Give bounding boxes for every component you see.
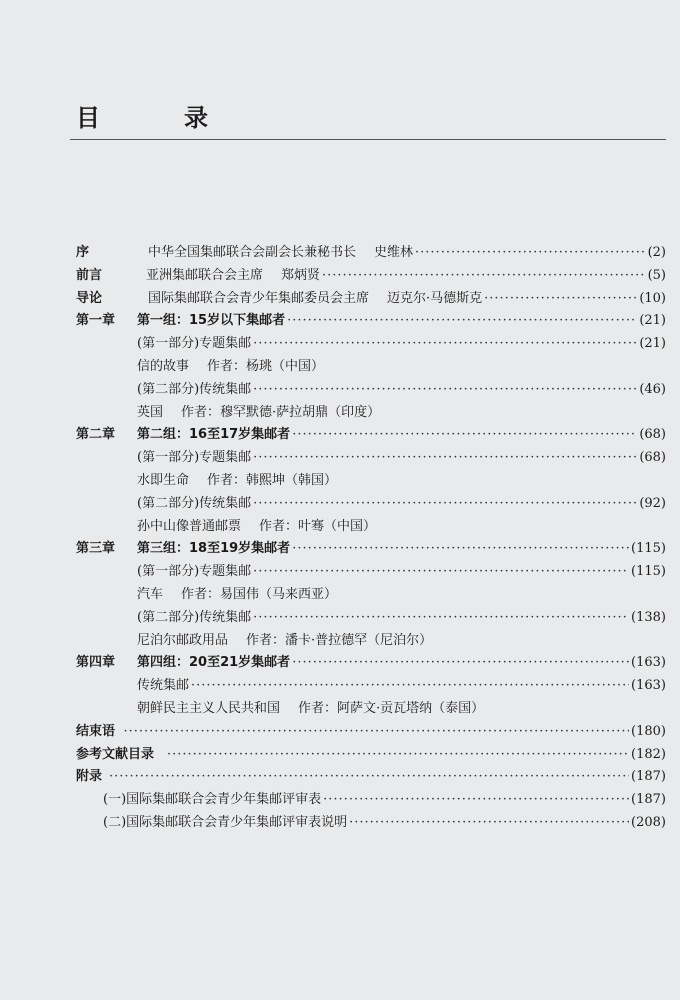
toc-entry-page: (21) xyxy=(639,313,666,328)
toc-entry xyxy=(0,698,680,720)
toc-entry-text: 尼泊尔邮政用品 xyxy=(137,633,229,648)
leader-dots xyxy=(253,493,637,515)
leader-dots xyxy=(253,447,637,469)
toc-entry-page: (92) xyxy=(639,496,666,511)
toc-entry xyxy=(0,675,680,697)
toc-entry-label: 序 xyxy=(76,245,90,260)
toc-entry-text: 孙中山像普通邮票 xyxy=(137,519,242,534)
toc-entry-text: (第一部分)专题集邮 xyxy=(137,564,252,579)
toc-entry-text: 第三组：18至19岁集邮者 xyxy=(137,541,291,556)
toc-entry-text: (二)国际集邮联合会青少年集邮评审表说明 xyxy=(103,815,348,830)
leader-dots xyxy=(253,379,637,401)
toc-entry-text: 郑炳贤 xyxy=(281,268,321,283)
toc-entry-page: (68) xyxy=(639,427,666,442)
toc-entry-label: 第四章 xyxy=(76,655,116,670)
leader-dots xyxy=(167,744,629,766)
leader-dots xyxy=(415,242,646,264)
toc-entry-text: 作者：阿萨文·贡瓦塔纳（泰国） xyxy=(298,701,485,716)
leader-dots xyxy=(322,265,646,287)
toc-entry-text: (第二部分)传统集邮 xyxy=(137,496,252,511)
toc-entry-text: 作者：穆罕默德·萨拉胡鼎（印度） xyxy=(181,405,381,420)
toc-entry xyxy=(0,493,680,515)
toc-entry-text: 第一组：15岁以下集邮者 xyxy=(137,313,286,328)
toc-entry-page: (182) xyxy=(631,747,666,762)
toc-entry xyxy=(0,424,680,446)
leader-dots xyxy=(323,789,629,811)
toc-entry-page: (187) xyxy=(631,792,666,807)
toc-entry xyxy=(0,242,680,264)
toc-entry-label: 第二章 xyxy=(76,427,116,442)
toc-entry-page: (138) xyxy=(631,610,666,625)
toc-entry-label: 第一章 xyxy=(76,313,116,328)
toc-entry-text: 朝鲜民主主义人民共和国 xyxy=(137,701,281,716)
toc-entry xyxy=(0,789,680,811)
toc-entry-text: 作者：韩熙坤（韩国） xyxy=(207,473,338,488)
toc-entry-label: 结束语 xyxy=(76,724,116,739)
toc-entry-page: (10) xyxy=(639,291,666,306)
toc-entry-text: (一)国际集邮联合会青少年集邮评审表 xyxy=(103,792,322,807)
toc-entry xyxy=(0,265,680,287)
toc-entry-page: (163) xyxy=(631,655,666,670)
toc-entry xyxy=(0,812,680,834)
toc-entry-text: 第二组：16至17岁集邮者 xyxy=(137,427,291,442)
leader-dots xyxy=(253,561,629,583)
toc-entry-text: 作者：杨珧（中国） xyxy=(207,359,325,374)
toc-entry xyxy=(0,538,680,560)
toc-entry-text: 国际集邮联合会青少年集邮委员会主席 xyxy=(148,291,370,306)
toc-entry-page: (5) xyxy=(647,268,666,283)
toc-entry-text: (第一部分)专题集邮 xyxy=(137,336,252,351)
leader-dots xyxy=(109,766,629,788)
leader-dots xyxy=(253,607,629,629)
toc-entry xyxy=(0,630,680,652)
toc-entry-text: (第二部分)传统集邮 xyxy=(137,382,252,397)
toc-entry-page: (208) xyxy=(631,815,666,830)
leader-dots xyxy=(287,310,637,332)
leader-dots xyxy=(253,333,637,355)
toc-entry-text: 信的故事 xyxy=(137,359,190,374)
toc-entry-page: (187) xyxy=(631,769,666,784)
toc-entry xyxy=(0,516,680,538)
toc-entry-page: (115) xyxy=(631,541,666,556)
leader-dots xyxy=(292,538,629,560)
toc-entry xyxy=(0,470,680,492)
toc-entry xyxy=(0,447,680,469)
toc-entry-text: 传统集邮 xyxy=(137,678,190,693)
toc-entry xyxy=(0,607,680,629)
toc-entry-page: (2) xyxy=(647,245,666,260)
toc-entry xyxy=(0,356,680,378)
toc-entry-text: 作者：叶骞（中国） xyxy=(259,519,377,534)
toc-entry xyxy=(0,379,680,401)
leader-dots xyxy=(124,721,630,743)
toc-entry-text: 作者：潘卡·普拉德罕（尼泊尔） xyxy=(246,633,433,648)
toc-entry-text: (第二部分)传统集邮 xyxy=(137,610,252,625)
leader-dots xyxy=(349,812,629,834)
toc-entry xyxy=(0,744,680,766)
leader-dots xyxy=(191,675,629,697)
toc-entry-page: (46) xyxy=(639,382,666,397)
toc-entry xyxy=(0,333,680,355)
toc-entry xyxy=(0,584,680,606)
toc-entry xyxy=(0,402,680,424)
toc-entry-page: (115) xyxy=(631,564,666,579)
toc-entry-page: (21) xyxy=(639,336,666,351)
toc-entry xyxy=(0,310,680,332)
toc-entry-label: 前言 xyxy=(76,268,103,283)
toc-entry-text: 史维林 xyxy=(374,245,414,260)
toc-entry-text: 第四组：20至21岁集邮者 xyxy=(137,655,291,670)
toc-entry-text: 水即生命 xyxy=(137,473,190,488)
leader-dots xyxy=(484,288,637,310)
toc-entry-text: 亚洲集邮联合会主席 xyxy=(146,268,264,283)
toc-entry-label: 第三章 xyxy=(76,541,116,556)
toc-entry-label: 参考文献目录 xyxy=(76,747,155,762)
leader-dots xyxy=(292,424,637,446)
toc-entry-page: (163) xyxy=(631,678,666,693)
title-divider xyxy=(70,139,666,140)
toc-entry xyxy=(0,721,680,743)
toc-entry xyxy=(0,561,680,583)
toc-entry-text: 作者：易国伟（马来西亚） xyxy=(181,587,338,602)
toc-entry-text: (第一部分)专题集邮 xyxy=(137,450,252,465)
toc-entry-text: 汽车 xyxy=(137,587,164,602)
toc-entry-page: (180) xyxy=(631,724,666,739)
toc-entry xyxy=(0,288,680,310)
toc-entry-text: 中华全国集邮联合会副会长兼秘书长 xyxy=(148,245,357,260)
toc-entry-text: 英国 xyxy=(137,405,164,420)
toc-entry-label: 导论 xyxy=(76,291,103,306)
toc-entry-page: (68) xyxy=(639,450,666,465)
toc-entry-label: 附录 xyxy=(76,769,103,784)
page-title: 目 录 xyxy=(76,104,238,132)
toc-entry xyxy=(0,766,680,788)
toc-entry-text: 迈克尔·马德斯克 xyxy=(387,291,483,306)
leader-dots xyxy=(292,652,629,674)
toc-entry xyxy=(0,652,680,674)
